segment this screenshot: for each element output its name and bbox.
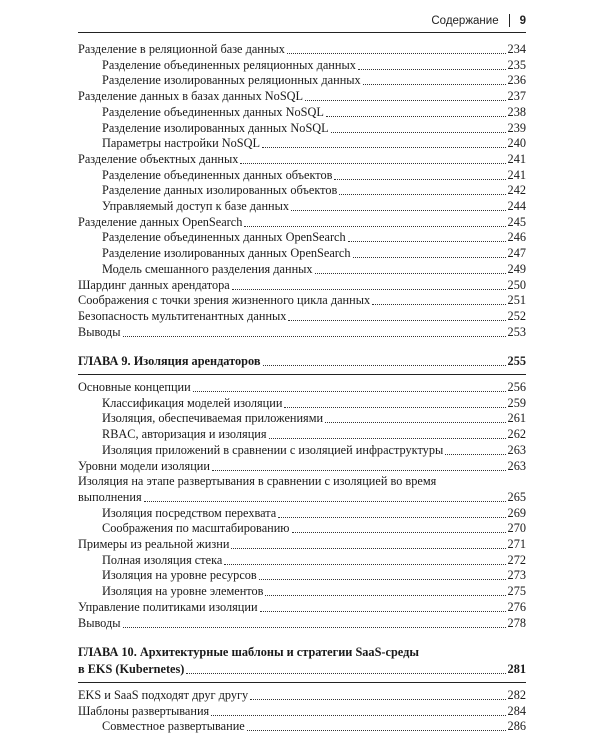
toc-entry — [78, 490, 526, 505]
entry-page: 242 — [507, 183, 526, 197]
toc-entry — [78, 688, 526, 703]
toc-entry — [78, 309, 526, 324]
entry-title: Управляемый доступ к базе данных — [102, 199, 290, 213]
toc-entry — [78, 278, 526, 293]
entry-title: Изоляция приложений в сравнении с изоляцией инфраструктуры — [102, 443, 444, 457]
toc-entry — [78, 42, 526, 57]
entry-title: Уровни модели изоляции — [78, 459, 210, 473]
chapter-title-line1: ГЛАВА 10. Архитектурные шаблоны и стратегии SaaS-среды — [78, 645, 419, 659]
entry-title: Классификация моделей изоляции — [102, 396, 283, 410]
entry-title: ГЛАВА 9. Изоляция арендаторов — [78, 354, 261, 368]
leader-dots — [250, 698, 505, 700]
entry-title: Управление политиками изоляции — [78, 600, 258, 614]
toc-subentry — [78, 443, 526, 458]
entry-page: 271 — [507, 537, 526, 551]
entry-title: Разделение изолированных реляционных данных — [102, 73, 361, 87]
leader-dots — [358, 68, 506, 70]
toc-subentry — [78, 521, 526, 536]
leader-dots — [334, 178, 505, 180]
entry-title: Выводы — [78, 325, 121, 339]
toc-subentry — [78, 411, 526, 426]
leader-dots — [144, 500, 506, 502]
leader-dots — [445, 453, 505, 455]
leader-dots — [305, 99, 505, 101]
leader-dots — [262, 146, 506, 148]
leader-dots — [339, 193, 505, 195]
leader-dots — [260, 610, 506, 612]
entry-title: Разделение объединенных данных объектов — [102, 168, 333, 182]
leader-dots — [353, 256, 506, 258]
entry-page: 244 — [507, 199, 526, 213]
entry-page: 246 — [507, 230, 526, 244]
toc-subentry — [78, 73, 526, 88]
leader-dots — [232, 288, 506, 290]
entry-title: Разделение в реляционной базе данных — [78, 42, 285, 56]
entry-page: 262 — [507, 427, 526, 441]
toc-subentry — [78, 199, 526, 214]
leader-dots — [325, 421, 505, 423]
entry-title: Примеры из реальной жизни — [78, 537, 230, 551]
entry-page: 238 — [507, 105, 526, 119]
toc-subentry — [78, 584, 526, 599]
leader-dots — [287, 52, 506, 54]
leader-dots — [212, 469, 506, 471]
entry-title: Шардинг данных арендатора — [78, 278, 230, 292]
entry-page: 259 — [507, 396, 526, 410]
entry-page: 235 — [507, 58, 526, 72]
page-number: 9 — [519, 14, 526, 27]
entry-title: Соображения по масштабированию — [102, 521, 290, 535]
entry-title: Разделение объединенных данных OpenSearch — [102, 230, 346, 244]
leader-dots — [331, 131, 506, 133]
entry-title: Выводы — [78, 616, 121, 630]
entry-title: Изоляция на уровне ресурсов — [102, 568, 257, 582]
entry-page: 252 — [507, 309, 526, 323]
leader-dots — [123, 626, 506, 628]
toc-entry — [78, 616, 526, 631]
leader-dots — [284, 406, 505, 408]
header-separator — [509, 14, 510, 27]
toc-entry — [78, 293, 526, 308]
leader-dots — [240, 162, 505, 164]
section-title: Содержание — [431, 14, 499, 27]
toc-subentry — [78, 262, 526, 277]
entry-title: Изоляция на уровне элементов — [102, 584, 264, 598]
entry-page: 275 — [507, 584, 526, 598]
entry-title: Разделение изолированных данных OpenSearch — [102, 246, 351, 260]
entry-title: EKS и SaaS подходят друг другу — [78, 688, 249, 702]
entry-title: Совместное развертывание — [102, 719, 245, 733]
entry-title: Разделение данных в базах данных NoSQL — [78, 89, 304, 103]
toc-subentry — [78, 136, 526, 151]
entry-title: Параметры настройки NoSQL — [102, 136, 260, 150]
entry-page: 253 — [507, 325, 526, 339]
entry-page: 273 — [507, 568, 526, 582]
toc-subentry — [78, 105, 526, 120]
entry-page: 261 — [507, 411, 526, 425]
entry-page: 284 — [507, 704, 526, 718]
header-rule — [78, 32, 526, 33]
leader-dots — [193, 390, 506, 392]
toc-entry — [78, 215, 526, 230]
leader-dots — [231, 547, 505, 549]
leader-dots — [315, 272, 506, 274]
leader-dots — [363, 83, 506, 85]
entry-page: 265 — [507, 490, 526, 504]
entry-page: 250 — [507, 278, 526, 292]
toc-entry — [78, 325, 526, 340]
leader-dots — [269, 437, 506, 439]
toc-entry — [78, 704, 526, 719]
entry-page: 263 — [507, 443, 526, 457]
leader-dots — [186, 672, 505, 674]
toc-entry — [78, 459, 526, 474]
toc-entry — [78, 89, 526, 104]
entry-page: 272 — [507, 553, 526, 567]
entry-page: 240 — [507, 136, 526, 150]
entry-page: 251 — [507, 293, 526, 307]
entry-page: 286 — [507, 719, 526, 733]
toc-subentry — [78, 168, 526, 183]
entry-page: 241 — [507, 168, 526, 182]
entry-title: Полная изоляция стека — [102, 553, 223, 567]
entry-title: Основные концепции — [78, 380, 191, 394]
toc-entry — [78, 600, 526, 615]
leader-dots — [244, 225, 505, 227]
entry-page: 256 — [507, 380, 526, 394]
toc-subentry — [78, 183, 526, 198]
toc-subentry — [78, 553, 526, 568]
toc-subentry — [78, 121, 526, 136]
leader-dots — [291, 209, 506, 211]
chapter-entry — [78, 354, 526, 369]
toc-entry-text-only: Изоляция на этапе развертывания в сравнении с изоляцией во время — [78, 474, 437, 488]
entry-page: 281 — [507, 662, 526, 676]
chapter-entry — [78, 662, 526, 677]
toc-subentry — [78, 246, 526, 261]
toc-subentry — [78, 719, 526, 734]
running-header — [431, 14, 526, 27]
toc-entry — [78, 537, 526, 552]
toc-subentry — [78, 506, 526, 521]
leader-dots — [247, 729, 506, 731]
leader-dots — [265, 594, 505, 596]
entry-page: 278 — [507, 616, 526, 630]
leader-dots — [372, 303, 505, 305]
leader-dots — [292, 531, 506, 533]
entry-page: 249 — [507, 262, 526, 276]
entry-page: 282 — [507, 688, 526, 702]
entry-page: 276 — [507, 600, 526, 614]
entry-page: 270 — [507, 521, 526, 535]
toc-subentry — [78, 230, 526, 245]
toc-subentry — [78, 396, 526, 411]
entry-title: Разделение изолированных данных NoSQL — [102, 121, 329, 135]
entry-page: 237 — [507, 89, 526, 103]
entry-title: Разделение объединенных данных NoSQL — [102, 105, 324, 119]
entry-title: Разделение данных OpenSearch — [78, 215, 243, 229]
entry-page: 239 — [507, 121, 526, 135]
chapter-divider — [78, 374, 526, 375]
leader-dots — [326, 115, 506, 117]
leader-dots — [263, 364, 506, 366]
entry-title: RBAC, авторизация и изоляция — [102, 427, 267, 441]
entry-title: Изоляция посредством перехвата — [102, 506, 277, 520]
toc-subentry — [78, 58, 526, 73]
toc-entry — [78, 380, 526, 395]
entry-page: 247 — [507, 246, 526, 260]
entry-page: 263 — [507, 459, 526, 473]
leader-dots — [259, 578, 506, 580]
entry-title: Шаблоны развертывания — [78, 704, 210, 718]
entry-title: выполнения — [78, 490, 142, 504]
entry-title: Разделение данных изолированных объектов — [102, 183, 338, 197]
toc-subentry — [78, 568, 526, 583]
entry-title: Модель смешанного разделения данных — [102, 262, 313, 276]
entry-page: 269 — [507, 506, 526, 520]
entry-title: Разделение объектных данных — [78, 152, 239, 166]
entry-title: Разделение объединенных реляционных данных — [102, 58, 356, 72]
leader-dots — [224, 563, 505, 565]
chapter-divider — [78, 682, 526, 683]
leader-dots — [211, 714, 505, 716]
entry-title: Изоляция, обеспечиваемая приложениями — [102, 411, 324, 425]
toc-subentry — [78, 427, 526, 442]
leader-dots — [348, 240, 506, 242]
entry-page: 245 — [507, 215, 526, 229]
leader-dots — [288, 319, 505, 321]
entry-page: 255 — [507, 354, 526, 368]
entry-page: 241 — [507, 152, 526, 166]
entry-page: 234 — [507, 42, 526, 56]
entry-title: Соображения с точки зрения жизненного цикла данных — [78, 293, 371, 307]
leader-dots — [278, 516, 505, 518]
toc-entry — [78, 152, 526, 167]
entry-page: 236 — [507, 73, 526, 87]
entry-title: в EKS (Kubernetes) — [78, 662, 185, 676]
entry-title: Безопасность мультитенантных данных — [78, 309, 287, 323]
leader-dots — [123, 335, 506, 337]
